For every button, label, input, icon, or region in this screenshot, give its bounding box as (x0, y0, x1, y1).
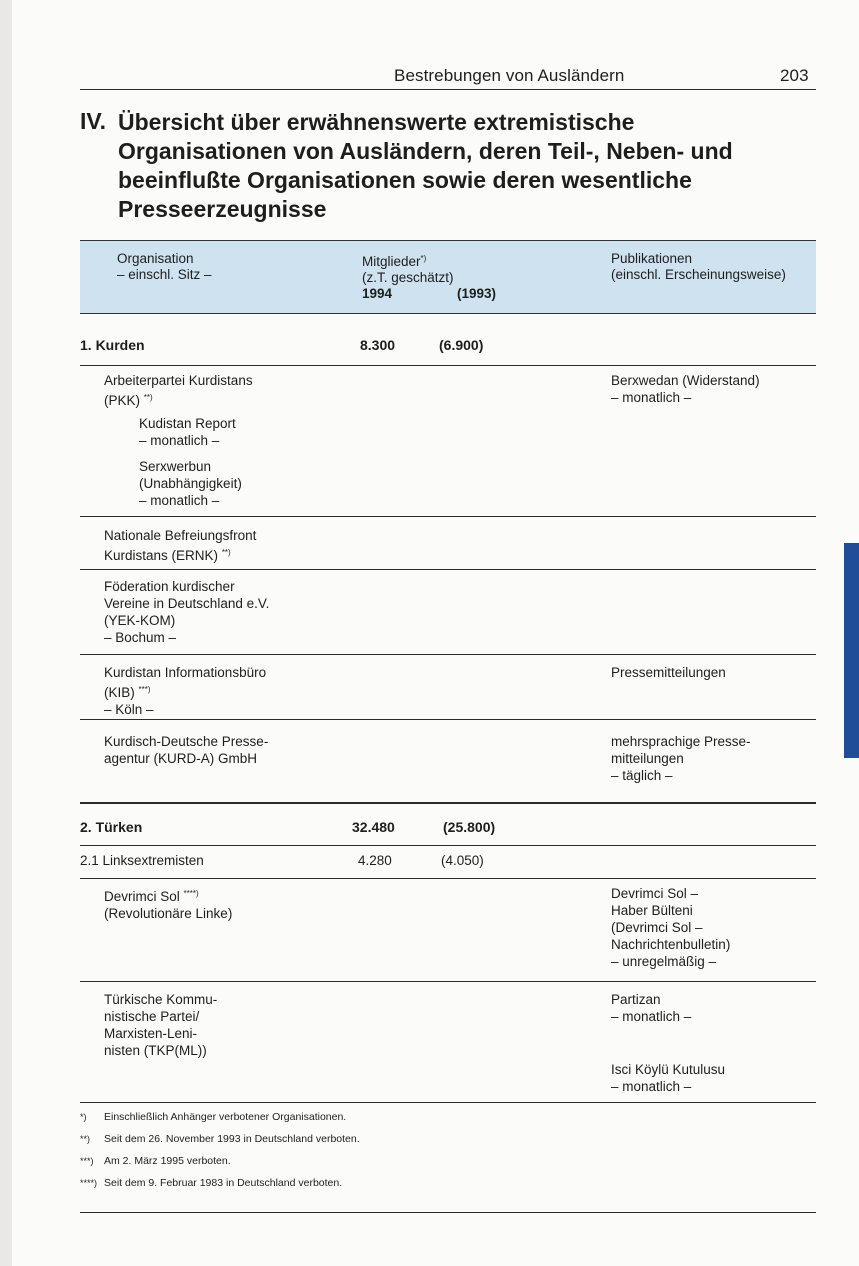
pub-devrimci-sol: Devrimci Sol – Haber Bülteni (Devrimci Sol – Nachrichtenbulletin) – unregelmäßig – (611, 886, 731, 969)
footnote-mark: ****) (80, 1178, 98, 1188)
footnote-mark: ***) (80, 1156, 94, 1166)
org-tkp-ml: Türkische Kommu- nistische Partei/ Marxisten-Leni- nisten (TKP(ML)) (104, 992, 218, 1058)
page-title: Übersicht über erwähnenswerte extremistische Organisationen von Ausländern, deren Teil-, Neben- und beeinflußte Organisationen sowie deren wesentliche Presseerzeugnisse (118, 109, 733, 222)
row-divider (80, 719, 816, 720)
row-divider (80, 845, 816, 846)
table-bottom-rule (80, 1102, 816, 1103)
pub-pkk: Berxwedan (Widerstand) – monatlich – (611, 373, 760, 405)
pub-tkp-isci: Isci Köylü Kutulusu – monatlich – (611, 1062, 726, 1094)
pub-kurd-a: mehrsprachige Presse- mitteilungen – täglich – (611, 734, 751, 783)
footer-rule (80, 1212, 816, 1213)
column-header-organisation: Organisation – einschl. Sitz – (117, 251, 212, 282)
org-kurd-a: Kurdisch-Deutsche Presse- agentur (KURD-A) GmbH (104, 734, 269, 766)
section-kurden: 1. Kurden (80, 337, 145, 353)
footnote-2: Seit dem 26. November 1993 in Deutschland verboten. (104, 1133, 360, 1145)
org-pkk-sub-kudistan-report: Kudistan Report – monatlich – (139, 416, 236, 448)
chapter-number: IV. (80, 108, 107, 134)
year-previous: (1993) (457, 286, 497, 301)
footnote-3: Am 2. März 1995 verboten. (104, 1155, 231, 1167)
year-current: 1994 (362, 286, 393, 301)
subsection-linksextremisten: 2.1 Linksextremisten (80, 853, 204, 868)
links-members-1993: (4.050) (441, 853, 484, 868)
kurden-members-1994: 8.300 (360, 337, 396, 353)
org-pkk: Arbeiterpartei Kurdistans (PKK) **) (104, 373, 253, 408)
row-divider (80, 569, 816, 570)
org-pkk-sub-serxwerbun: Serxwerbun (Unabhängigkeit) – monatlich – (139, 459, 242, 508)
links-members-1994: 4.280 (358, 853, 392, 868)
org-ernk: Nationale Befreiungsfront Kurdistans (ERNK) **) (104, 528, 257, 563)
running-title: Bestrebungen von Ausländern (394, 66, 625, 85)
row-divider (80, 981, 816, 982)
tuerken-members-1994: 32.480 (352, 819, 395, 835)
header-rule (80, 89, 816, 90)
tuerken-members-1993: (25.800) (443, 819, 496, 835)
org-kib: Kurdistan Informationsbüro (KIB) ***) – Köln – (104, 665, 267, 717)
footnote-mark: **) (80, 1134, 91, 1144)
row-divider (80, 516, 816, 517)
page-number: 203 (780, 66, 809, 85)
pub-kib: Pressemitteilungen (611, 665, 726, 680)
column-header-publications: Publikationen (einschl. Erscheinungsweise) (611, 251, 786, 282)
footnote-1: Einschließlich Anhänger verbotener Organisationen. (104, 1111, 347, 1123)
section-tuerken: 2. Türken (80, 819, 143, 835)
kurden-members-1993: (6.900) (439, 337, 484, 353)
column-header-members: Mitglieder*) (z.T. geschätzt) 1994 (1993) (362, 254, 497, 301)
org-yek-kom: Föderation kurdischer Vereine in Deutschland e.V. (YEK-KOM) – Bochum – (104, 579, 270, 645)
row-divider (80, 878, 816, 879)
pub-tkp-partizan: Partizan – monatlich – (611, 992, 692, 1024)
org-devrimci-sol: Devrimci Sol ****) (Revolutionäre Linke) (104, 889, 233, 921)
row-divider (80, 654, 816, 655)
row-divider (80, 365, 816, 366)
footnote-4: Seit dem 9. Februar 1983 in Deutschland verboten. (104, 1177, 343, 1189)
footnote-mark: *) (80, 1112, 87, 1122)
section-divider (80, 802, 816, 804)
chapter-tab-marker (844, 543, 859, 758)
